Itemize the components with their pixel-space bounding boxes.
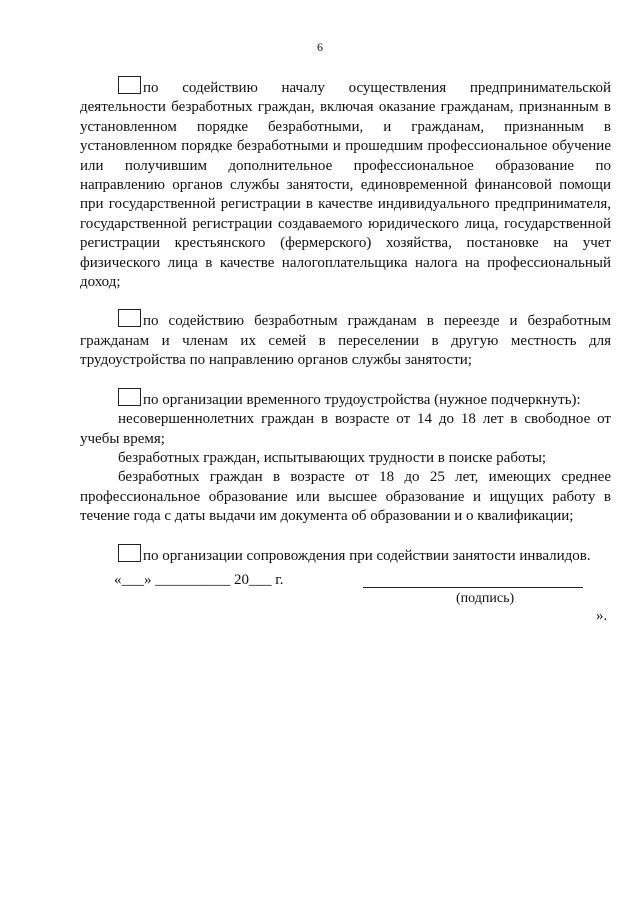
- option-relocation: [80, 309, 611, 370]
- signature-line[interactable]: [363, 587, 583, 588]
- sub-option[interactable]: безработных граждан, испытывающих трудности в поиске работы;: [118, 449, 547, 466]
- checkbox[interactable]: [118, 309, 141, 327]
- service-options-list: [80, 76, 611, 583]
- option-entrepreneurship: [80, 76, 611, 292]
- option-text: по содействию началу осуществления предпринимательской деятельности безработных граждан, включая оказание гражданам, признанным в установленном порядке безработными, и гражданам, признанным в установленном порядке безработными и прошедшим профессиональное обучение или получившим дополнительное профессиональное образование по направлению органов службы занятости, единовременной финансовой помощи при государственной регистрации в качестве индивидуального предпринимателя, государственной регистрации создаваемого юридического лица, государственной регистрации крестьянского (фермерского) хозяйства, постановке на учет физического лица в качестве налогоплательщика налога на профессиональный доход;: [80, 80, 611, 291]
- checkbox[interactable]: [118, 76, 141, 94]
- option-paragraph: [80, 544, 611, 566]
- closing-quote: ».: [596, 608, 608, 624]
- checkbox[interactable]: [118, 544, 141, 562]
- option-disabled-support: [80, 544, 611, 566]
- signature-caption: (подпись): [456, 591, 515, 606]
- sub-option[interactable]: безработных граждан в возрасте от 18 до 25 лет, имеющих среднее профессиональное образование или высшее образование и ищущих работу в течение года с даты выдачи им документа об образовании и о квалификации;: [80, 469, 611, 525]
- option-paragraph: [80, 76, 611, 292]
- option-temporary-employment: [80, 388, 611, 527]
- option-text: по содействию безработным гражданам в переезде и безработным гражданам и членам их семей в переселении в другую местность для трудоустройства по направлению органов службы занятости;: [80, 313, 611, 369]
- signature-row: [0, 571, 640, 631]
- option-text: по организации сопровождения при содействии занятости инвалидов.: [143, 547, 591, 564]
- page-number: 6: [317, 40, 323, 54]
- sub-option[interactable]: несовершеннолетних граждан в возрасте от 14 до 18 лет в свободное от учебы время;: [80, 411, 611, 447]
- date-field[interactable]: «___» __________ 20___ г.: [114, 572, 284, 588]
- option-paragraph: [80, 388, 611, 410]
- checkbox[interactable]: [118, 388, 141, 406]
- option-paragraph: [80, 309, 611, 370]
- option-text: по организации временного трудоустройства (нужное подчеркнуть):: [143, 391, 581, 408]
